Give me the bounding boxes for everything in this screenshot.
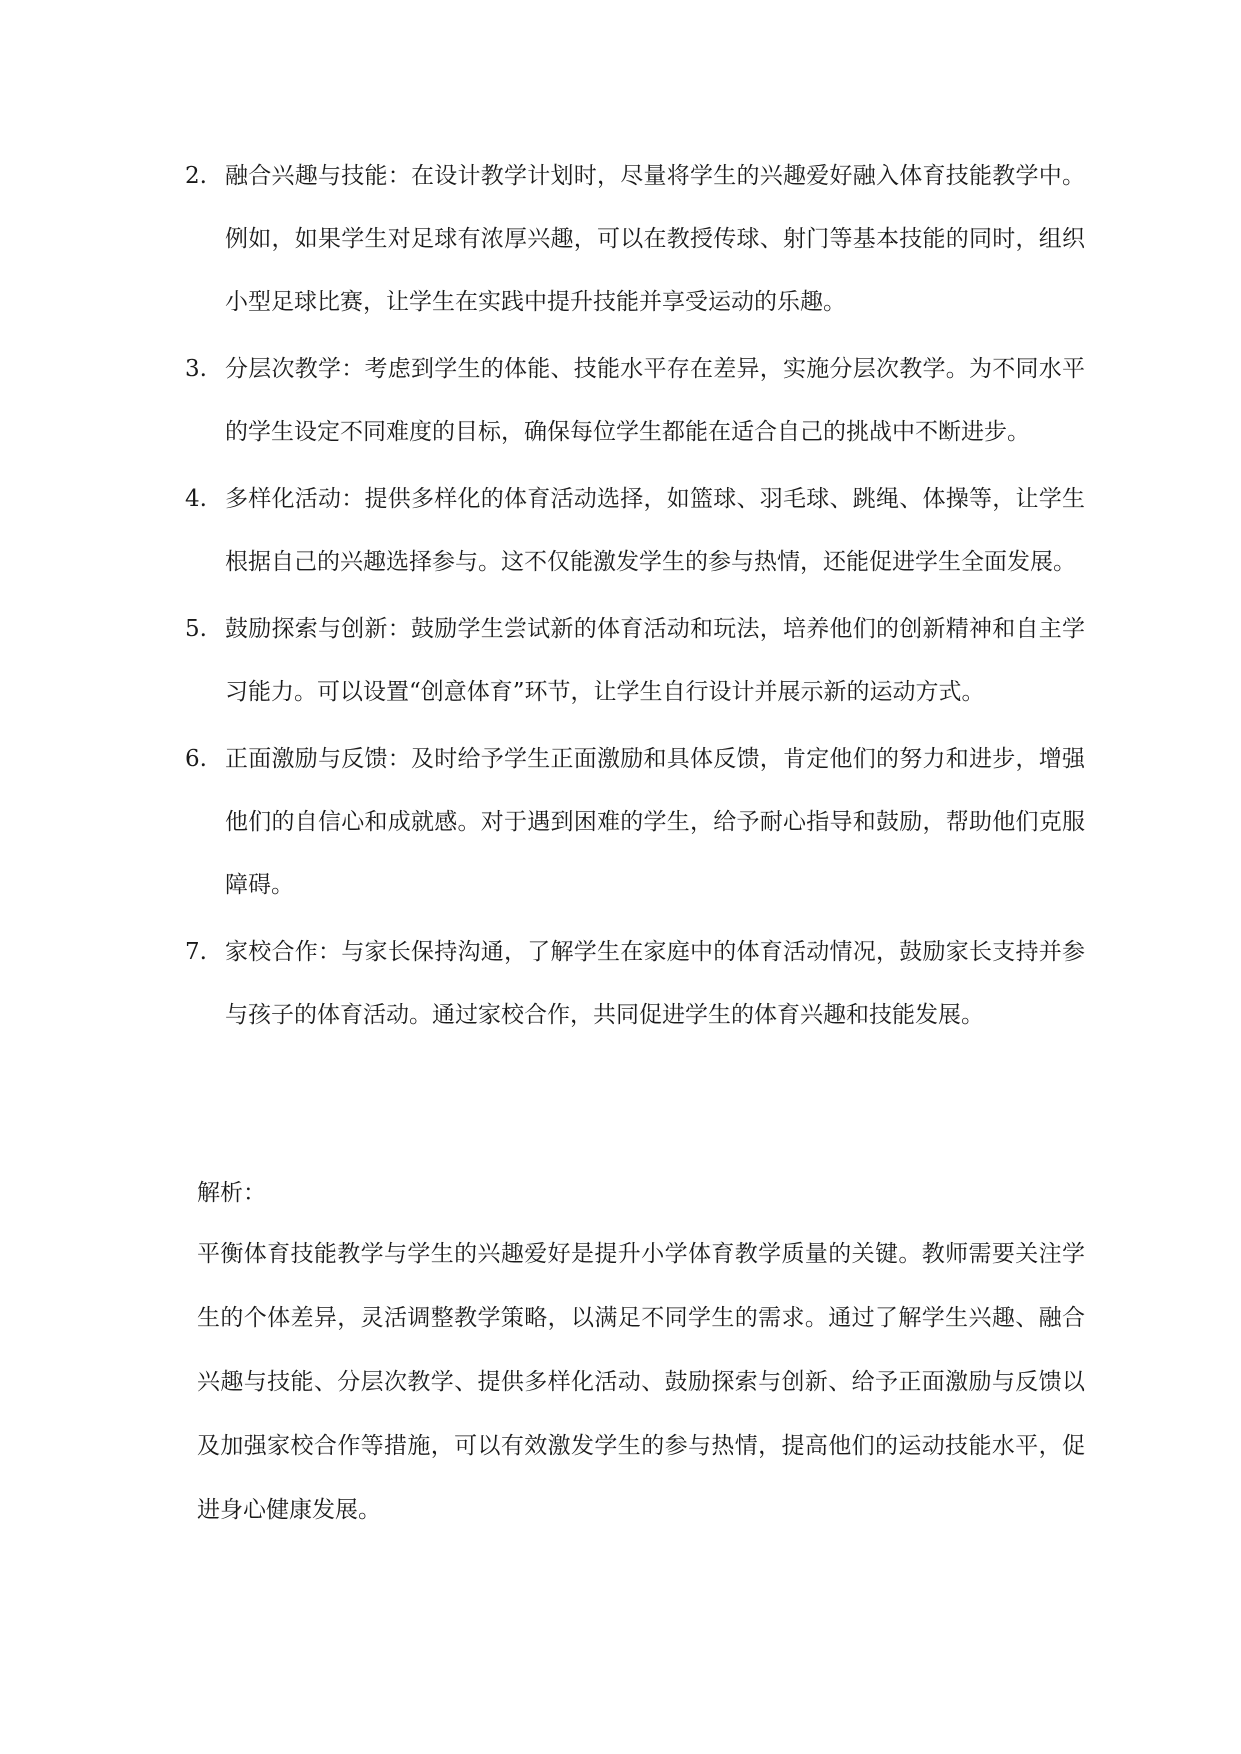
item-text: 鼓励探索与创新：鼓励学生尝试新的体育活动和玩法，培养他们的创新精神和自主学习能力。可以设置“创意体育”环节，让学生自行设计并展示新的运动方式。 <box>225 616 1085 705</box>
list-item <box>185 728 1085 917</box>
item-number: 4. <box>185 486 207 512</box>
list-item <box>185 598 1085 724</box>
item-text: 正面激励与反馈：及时给予学生正面激励和具体反馈，肯定他们的努力和进步，增强他们的自信心和成就感。对于遇到困难的学生，给予耐心指导和鼓励，帮助他们克服障碍。 <box>225 746 1085 898</box>
strategy-list <box>185 145 1085 1051</box>
item-text: 多样化活动：提供多样化的体育活动选择，如篮球、羽毛球、跳绳、体操等，让学生根据自己的兴趣选择参与。这不仅能激发学生的参与热情，还能促进学生全面发展。 <box>225 486 1085 575</box>
item-text: 分层次教学：考虑到学生的体能、技能水平存在差异，实施分层次教学。为不同水平的学生设定不同难度的目标，确保每位学生都能在适合自己的挑战中不断进步。 <box>225 356 1085 445</box>
analysis-paragraph: 平衡体育技能教学与学生的兴趣爱好是提升小学体育教学质量的关键。教师需要关注学生的个体差异，灵活调整教学策略，以满足不同学生的需求。通过了解学生兴趣、融合兴趣与技能、分层次教学、提供多样化活动、鼓励探索与创新、给予正面激励与反馈以及加强家校合作等措施，可以有效激发学生的参与热情，提高他们的运动技能水平，促进身心健康发展。 <box>197 1241 1085 1523</box>
item-number: 2. <box>185 163 207 189</box>
item-number: 7. <box>185 939 207 965</box>
list-item <box>185 145 1085 334</box>
item-number: 6. <box>185 746 207 772</box>
list-item <box>185 338 1085 464</box>
item-number: 5. <box>185 616 207 642</box>
item-text: 家校合作：与家长保持沟通，了解学生在家庭中的体育活动情况，鼓励家长支持并参与孩子的体育活动。通过家校合作，共同促进学生的体育兴趣和技能发展。 <box>225 939 1085 1028</box>
item-text: 融合兴趣与技能：在设计教学计划时，尽量将学生的兴趣爱好融入体育技能教学中。例如，如果学生对足球有浓厚兴趣，可以在教授传球、射门等基本技能的同时，组织小型足球比赛，让学生在实践中提升技能并享受运动的乐趣。 <box>225 163 1085 315</box>
list-item <box>185 921 1085 1047</box>
list-item <box>185 468 1085 594</box>
analysis-section <box>197 1168 1085 1542</box>
analysis-heading: 解析： <box>197 1180 266 1206</box>
item-number: 3. <box>185 356 207 382</box>
